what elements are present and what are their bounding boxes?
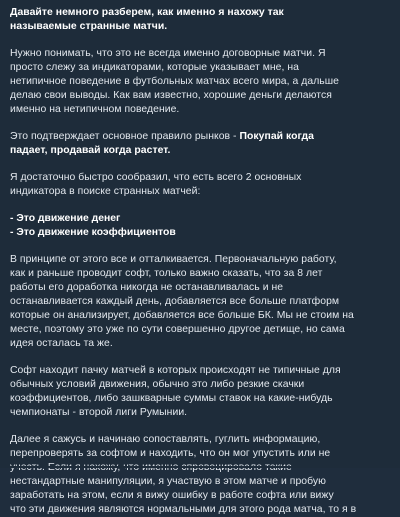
message-paragraph-market-rule: [10, 130, 386, 158]
message-paragraph-indicators: Нужно понимать, что это не всегда именно договорные матчи. Я просто слежу за индикаторами, которые указывает мне, на нетипичное поведение в футбольных матчах всего мира, а дальше делаю свои выводы. Как вам известно, хорошие деньги делаются именно на нетипичном поведение.: [10, 48, 339, 115]
bottom-edge: [0, 466, 400, 468]
indicator-list-item: - Это движение коэффициентов: [10, 227, 176, 238]
message-heading: Давайте немного разберем, как именно я нахожу так называемые странные матчи.: [10, 7, 284, 32]
market-rule-bold: Покупай когда падает, продавай когда растет.: [10, 131, 314, 156]
message-paragraph-analysis: Далее я сажусь и начинаю сопоставлять, гуглить информацию, перепроверять за софтом и находить, что он мог упустить или не нестандартные манипуляции, я участвую в этом матче и пробую заработать на этом, если я вижу ошибку в работе софта или вижу что эти движения являются нормальными для этого рода матча, то я в: [10, 434, 357, 515]
indicator-list-item: - Это движение денег: [10, 213, 121, 224]
message-paragraph-software: В принципе от этого все и отталкивается. Первоначальную работу, как и раньше проводит софт, только важно сказать, что за 8 лет работы его доработка никогда не останавливалась и не останавливается каждый день, добавляется все больше платформ которые он анализирует, добавляется все больше БК. Мы не стоим на месте, поэтому это уже по сути совершенно другое детище, но сама идея осталась та же.: [10, 254, 354, 349]
message-paragraph-matches: Софт находит пачку матчей в которых происходят не типичные для обычных условий движения, обычно это либо резкие скачки коэффициентов, либо зашкварные суммы ставок на какие-нибудь чемпионаты - второй лиги Румынии.: [10, 365, 341, 418]
market-rule-text: Это подтверждает основное правило рынков -: [10, 131, 240, 142]
message-paragraph-two-indicators: Я достаточно быстро сообразил, что есть всего 2 основных индикатора в поиске странных матчей:: [10, 172, 302, 197]
indicator-list: [10, 212, 386, 240]
